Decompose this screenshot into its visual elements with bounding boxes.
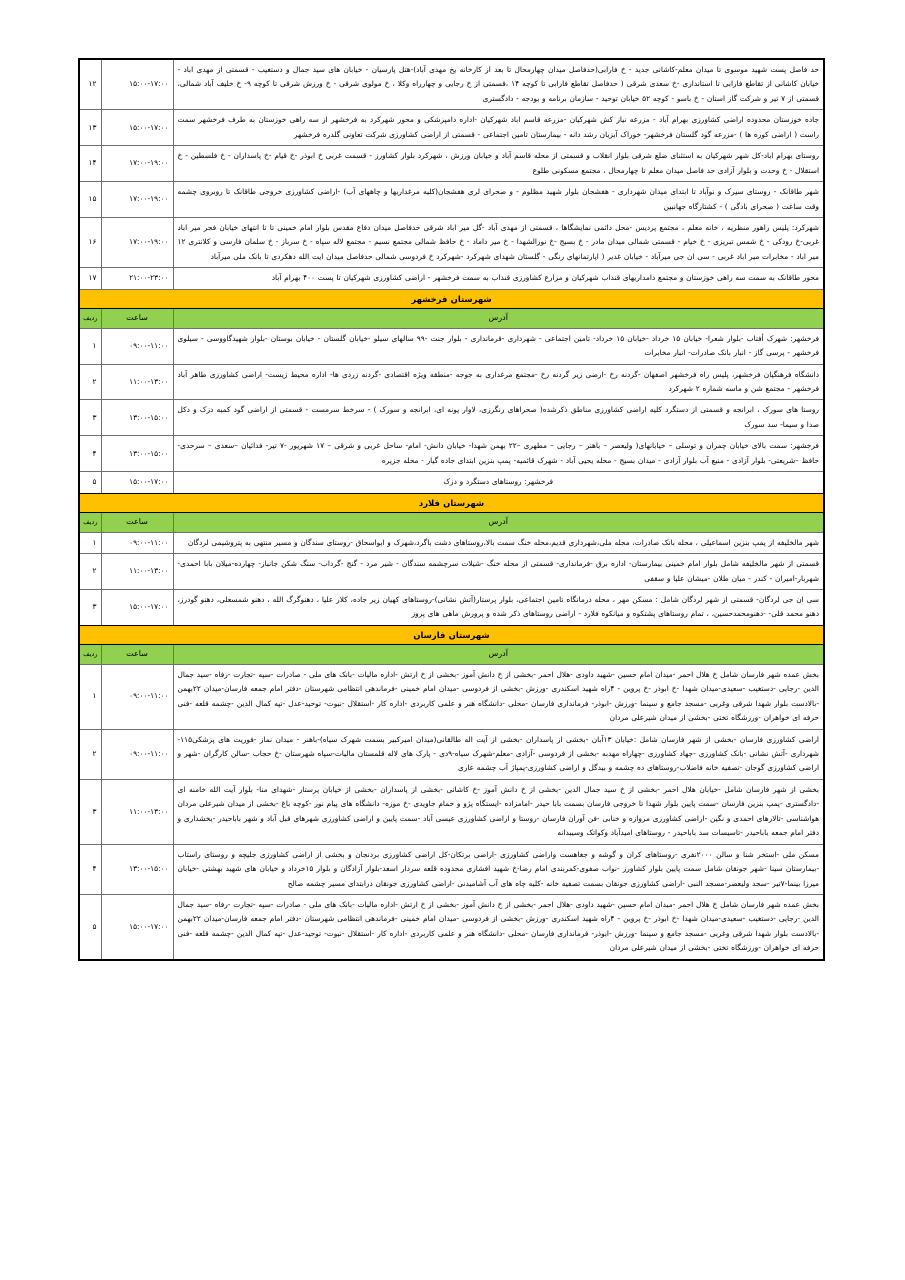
table-row bbox=[79, 436, 824, 472]
table-row bbox=[79, 364, 824, 400]
column-header-time: ساعت bbox=[101, 645, 173, 664]
cell-time: ۱۷:۰۰-۱۹:۰۰ bbox=[101, 146, 173, 182]
cell-time: ۱۳:۰۰-۱۵:۰۰ bbox=[101, 400, 173, 436]
table-row bbox=[79, 844, 824, 894]
cell-time: ۰۹:۰۰-۱۱:۰۰ bbox=[101, 729, 173, 779]
cell-time: ۱۳:۰۰-۱۵:۰۰ bbox=[101, 844, 173, 894]
cell-row-number: ۵ bbox=[79, 472, 101, 493]
outage-table-wrapper bbox=[80, 58, 825, 961]
table-row bbox=[79, 110, 824, 146]
cell-address: جاده خوزستان محدوده اراضی کشاورزی بهرام آباد - مزرعه نیاز کش شهرکیان -مزرعه قاسم اباد شهرکیان -اداره دامپزشکی و محور شهرکرد به فرخشهر از سه راهی خوزستان به طرف فرخشهر سمت راست ( اراضی کوره ها ) -مزرعه گود گلستان فرخشهر- خوراک آبزیان رشد دانه - بیمارستان تامین اجتماعی - قسمتی از اراضی کشاورزی شرکت تعاونی گلدره فرخشهر bbox=[173, 110, 824, 146]
cell-address: بخش عمده شهر فارسان شامل خ هلال احمر -میدان امام حسین -شهید داودی -هلال احمر -بخشی از خ دانش آموز -بخشی از خ ارتش -اداره مالیات -بانک های ملی - صادرات -سپه -تجارت -رفاه -سید جمال الدین -رجایی -دستغیب -سعیدی-میدان شهدا -خ ابوذر -خ پروین - ۴راه شهید اسکندری -ورزش -بخشی از فردوسی -میدان امام خمینی -فرماندهی انتظامی شهرستان -دفتر امام جمعه فارسان-میدان ۲۲بهمن -بالادست بلوار شهدا شرقی وغربی -مسجد جامع و سینما -ورزش -ابوذر- فرمانداری فارسان -محلی -دانشگاه هنر و علمی کاربردی -اداره کار -استقلال -نبوت- توحید-عدل -تپه کمال الدین -چشمه قلعه -فنی حرفه ای خواهران -ورزشگاه تختی -بخشی از میدان شیرعلی مردان bbox=[173, 894, 824, 959]
column-header-address: آدرس bbox=[173, 645, 824, 664]
column-header-time: ساعت bbox=[101, 309, 173, 328]
column-header-row bbox=[79, 513, 824, 532]
cell-time: ۱۱:۰۰-۱۳:۰۰ bbox=[101, 364, 173, 400]
cell-time: ۱۱:۰۰-۱۳:۰۰ bbox=[101, 554, 173, 590]
cell-time: ۱۵:۰۰-۱۷:۰۰ bbox=[101, 59, 173, 110]
cell-time: ۱۷:۰۰-۱۹:۰۰ bbox=[101, 217, 173, 267]
section-header-band bbox=[79, 625, 824, 645]
table-row bbox=[79, 328, 824, 364]
cell-address: شهر طاقانک - روستای سیرک و نوآباد تا ابتدای میدان شهرداری - هفشجان بلوار شهید مظلوم - و صحرای لری هفشجان(کلیه مرغداریها و چاههای آب) -اراضی کشاورزی خروجی طاقانک تا روبروی چشمه وقت ساعت ( صحرای بادگی ) - کشتارگاه جهانبین bbox=[173, 182, 824, 218]
cell-address: اراضی کشاورزی فارسان -بخشی از شهر فارسان شامل :خیابان ۱۳آبان -بخشی از پاسداران -بخشی از آیت اله طالقانی(میدان امیرکبیر بسمت شهرک سیاه)-باهنر - میدان نماز -فوریت های پزشکی۱۱۵-شهرداری -آتش نشانی -بانک کشاورزی -جهاد کشاورزی -چهاراه مهدبه -بخشی از فردوسی -آزادی -معلم-شهرک سیاه-۹دی - پارک های لاله قلمستان مالیات-سپاه شهرستان -خ حجاب -سالن کارگران -شهر و اراضی کشاورزی گوجان -تصفیه خانه فاضلاب-روستاهای ده چشمه و بیدگل و اراضی کشاورزی-پمپاژ آب چشمه عاری bbox=[173, 729, 824, 779]
column-header-row bbox=[79, 309, 824, 328]
table-row bbox=[79, 589, 824, 625]
table-row bbox=[79, 217, 824, 267]
cell-row-number: ۵ bbox=[79, 894, 101, 959]
table-row bbox=[79, 59, 824, 110]
cell-row-number: ۱ bbox=[79, 664, 101, 729]
cell-address: فرخشهر: روستاهای دستگرد و دزک bbox=[173, 472, 824, 493]
table-row bbox=[79, 146, 824, 182]
cell-address: قسمتی از شهر مالخلیفه شامل بلوار امام خمینی بیمارستان- اداره برق -فرمانداری- قسمتی از محله خنگ -شیلات سرچشمه سندگان - شیر مرد - گنج -گرداب- سنگ شکن جانباز- چهارده-میلان بابا احمدی-شهربار-امیران - کندر - میان طلان -میشان علیا و سقفی bbox=[173, 554, 824, 590]
column-header-address: آدرس bbox=[173, 513, 824, 532]
cell-row-number: ۱۲ bbox=[79, 59, 101, 110]
table-row bbox=[79, 554, 824, 590]
cell-time: ۲۱:۰۰-۲۳:۰۰ bbox=[101, 268, 173, 289]
table-row bbox=[79, 532, 824, 553]
cell-time: ۱۵:۰۰-۱۷:۰۰ bbox=[101, 589, 173, 625]
cell-time: ۰۹:۰۰-۱۱:۰۰ bbox=[101, 664, 173, 729]
cell-row-number: ۱۳ bbox=[79, 110, 101, 146]
power-outage-schedule-table bbox=[78, 58, 825, 961]
cell-time: ۱۱:۰۰-۱۳:۰۰ bbox=[101, 779, 173, 844]
cell-address: فرخشهر: سمت بالای خیابان چمران و توسلی – خیابانهای( ولیعصر – باهنر – رجایی – مطهری –۲۲ بهمن شهدا- خیابان دانش- امام- ساحل غربی و شرقی – ۱۷ شهریور -۷ تیر- فدائیان –سعدی – سرحدی- حافظ –شریعتی- بلوار آزادی - منبع آب بلوار آزادی - میدان بسیج - محله یحیی آباد - شهرک قائمیه- پمپ بنزین ابتدای جاده گیار - محله جزیره bbox=[173, 436, 824, 472]
section-title: شهرستان فلارد bbox=[79, 493, 824, 513]
cell-row-number: ۲ bbox=[79, 729, 101, 779]
column-header-row-number: ردیف bbox=[79, 513, 101, 532]
table-row bbox=[79, 894, 824, 959]
cell-address: فرخشهر: شهرک أفتاب -بلوار شعرا- خیابان ۱۵ خرداد -خیابان ۱۵ خرداد- تامین اجتماعی - شهرداری -قرمانداری - بلوار جنت -۹۹ سالهای سیلو -خیابان گلستان - خیابان بوستان -بلوار شهیدگاووسی - سیلوی فرخشهر - پرسی گاز - انبار بانک صادرات- انبار مخابرات bbox=[173, 328, 824, 364]
table-row bbox=[79, 729, 824, 779]
cell-row-number: ۲ bbox=[79, 554, 101, 590]
table-row bbox=[79, 182, 824, 218]
cell-time: ۱۳:۰۰-۱۵:۰۰ bbox=[101, 436, 173, 472]
table-row bbox=[79, 268, 824, 289]
section-title: شهرستان فرخشهر bbox=[79, 289, 824, 309]
column-header-row-number: ردیف bbox=[79, 645, 101, 664]
cell-row-number: ۱۴ bbox=[79, 146, 101, 182]
cell-row-number: ۱۵ bbox=[79, 182, 101, 218]
column-header-address: آدرس bbox=[173, 309, 824, 328]
cell-address: مسکن ملی -استخر شنا و سالن ۲۰۰۰نفری -روستاهای کران و گوشه و جغاهست واراضی کشاورزی -اراضی برتکان-کل اراضی کشاورزی بردنجان و بخشی از اراضی کشاورزی جلیچه و روستای راستاب -بیمارستان سینا -شهر جونقان شامل سمت پایین بلوار کشاورز -نواب صفوی-کمربندی امام رضا-خ شهید افشاری محدوده قلعه سردار اسعد-بلوار آزادگان و بلوار ۱۵خرداد و خیابان های شهید بهشتی -خیابان میرزا بینما-۷تیر -سجد ولیعصر-مسجد النبی -اراضی کشاورزی جونقان بسمت تصفیه خانه -کلیه چاه های آب آشامیدنی -اراضی کشاورزی جونقان درابتدای مسیر چشمه صالح bbox=[173, 844, 824, 894]
table-row bbox=[79, 472, 824, 493]
cell-address: بخش عمده شهر فارسان شامل خ هلال احمر -میدان امام حسین -شهید داودی -هلال احمر -بخشی از خ دانش آموز -بخشی از خ ارتش -اداره مالیات -بانک های ملی - صادرات -سپه -تجارت -رفاه -سید جمال الدین -رجایی -دستغیب -سعیدی-میدان شهدا -خ ابوذر -خ پروین - ۴راه شهید اسکندری -ورزش -بخشی از فردوسی -میدان امام خمینی -فرماندهی انتظامی شهرستان -دفتر امام جمعه فارسان-میدان ۲۲بهمن -بالادست بلوار شهدا شرقی وغربی -مسجد جامع و سینما -ورزش -ابوذر- فرمانداری فارسان -محلی -دانشگاه هنر و علمی کاربردی -اداره کار -استقلال -نبوت- توحید-عدل -تپه کمال الدین -چشمه قلعه -فنی حرفه ای خواهران -ورزشگاه تختی -بخشی از میدان شیرعلی مردان bbox=[173, 664, 824, 729]
cell-time: ۱۵:۰۰-۱۷:۰۰ bbox=[101, 894, 173, 959]
cell-address: روستا های سورک ، ابرانجه و قسمتی از دستگرد کلیه اراضی کشاورزی مناطق ذکرشده( صحراهای رنگرزی، لاوار پونه ای، ابرانجه و سورک ) - سرخط سرمست - قسمتی از اراضی گود کمبه دزک و دکل صدا و سیما- سد سورک bbox=[173, 400, 824, 436]
column-header-row-number: ردیف bbox=[79, 309, 101, 328]
cell-row-number: ۳ bbox=[79, 779, 101, 844]
cell-address: محور طاقانک به سمت سه راهی خوزستان و مجتمع دامداریهای قنداب شهرکیان و مزارع کشاورزی قنداب به سمت فرخشهر - اراضی کشاورزی شهرکیان تا پست ۴۰۰ بهرام آباد bbox=[173, 268, 824, 289]
section-header-band bbox=[79, 289, 824, 309]
cell-time: ۱۵:۰۰-۱۷:۰۰ bbox=[101, 472, 173, 493]
cell-time: ۰۹:۰۰-۱۱:۰۰ bbox=[101, 532, 173, 553]
cell-row-number: ۳ bbox=[79, 400, 101, 436]
cell-row-number: ۱ bbox=[79, 328, 101, 364]
cell-row-number: ۲ bbox=[79, 364, 101, 400]
cell-row-number: ۴ bbox=[79, 436, 101, 472]
cell-time: ۱۷:۰۰-۱۹:۰۰ bbox=[101, 182, 173, 218]
column-header-row bbox=[79, 645, 824, 664]
cell-row-number: ۱۷ bbox=[79, 268, 101, 289]
cell-time: ۱۵:۰۰-۱۷:۰۰ bbox=[101, 110, 173, 146]
section-title: شهرستان فارسان bbox=[79, 625, 824, 645]
cell-row-number: ۱ bbox=[79, 532, 101, 553]
cell-address: شهرکرد: پلیس راهور منظریه ، خانه معلم ، مجتمع پردیس -محل دائمی نمایشگاها ، قسمتی از مهدی آباد -گل میر اباد شرقی حدفاصل میدان دفاع مقدس بلوار امام خمینی تا تا انتهای خیابان فجر میر اباد غربی-خ رودکی - خ شمس تبریزی - خ خیام - قسمتی شمالی میدان مادر - خ بسیج -خ نورالشهدا - خ میر داماد - خ حافظ شمالی مجتمع نسیم - مجتمع لاله سپاه - خ سرباز - خ سلمان فارسی و کلانتری ۱۲ میر اباد - مخابرات میر اباد غربی - سی ان جی میرآباد - خیابان غدیر ( اپارتمانهای رنگی - گلستان شهدای شهرکرد -شهرکرد خ فردوسی شمالی حدفاصل میدان ایت الله دهکردی تا بانک ملی میرآباد bbox=[173, 217, 824, 267]
cell-address: بخشی از شهر فارسان شامل -خیابان هلال احمر -بخشی از خ سید جمال الدین -بخشی از خ دانش آموز -خ کاشانی -بخشی از پاسداران -بخشی از خیابان پرستار -شهدای منا- بلوار آیت الله خامنه ای -دادگستری -پمپ بنزین فارسان -سمت پایین بلوار شهدا تا خروجی فارسان بسمت بابا حیدر -امامزاده -ایستگاه پژو و حمام جاویدی -خ موزه- دانشگاه های پیام نور -کوچه باغ -بخشی از میدان شیرعلی مردان هواشناسی -تالارهای احمدی و نگین -اراضی کشاورزی مروازه و خنابی -فن آوران فارسان -روستا و اراضی کشاورزی عیسی آباد -سمت پایین و اراضی کشاورزی شهرهای قبل آباد و شهر باباحیدر -بخشداری و دفتر امام جمعه باباحیدر -تاسیسات سد باباحیدر - روستاهای امیدآباد وکواتک وسیبدانه bbox=[173, 779, 824, 844]
cell-address: حد فاصل پست شهید موسوی تا میدان معلم-کاشانی جدید - خ فارابی(حدفاصل میدان چهارمحال تا بعد از کارخانه یخ مهدی آباد)-هتل پارسیان - خیابان های سید جمال و دستغیب - قسمتی از مهدی اباد - خیابان کاشانی از تقاطع فارابی تا استانداری -خ سعدی شرقی ( حدفاصل تقاطع فارابی تا کوچه ۱۴ ،قسمتی از خ رجایی و چهارراه وکلا ، خ مولوی شرقی - خ ورزش شرقی تا کوچه ۹- خ خلیف آباد شمالی، قسمتی از ۷ تیر و شرکت گاز استان - خ باسو - کوچه ۵۲ خیابان توحید - سازمان برنامه و بودجه - دادگستری bbox=[173, 59, 824, 110]
cell-address: روستای بهرام اباد-کل شهر شهرکیان به استثنای ضلع شرقی بلوار انقلاب و قسمتی از محله قاسم آباد و خیابان ورزش ، شهرکرد بلوار کشاورز - قسمت غربی خ ابوذر -خ قیام -خ پاسداران - خ فلسطین - خ استقلال - خ وحدت و بلوار آزادی حد فاصل میدان معلم تا چهارمحال ، مجتمع مسکونی طلوع bbox=[173, 146, 824, 182]
cell-row-number: ۴ bbox=[79, 844, 101, 894]
cell-row-number: ۱۶ bbox=[79, 217, 101, 267]
column-header-time: ساعت bbox=[101, 513, 173, 532]
cell-address: دانشگاه فرهنگیان فرخشهر، پلیس راه فرخشهر اصفهان -گردنه رخ -ارضی زیر گردنه رخ -مجتمع مرغداری به جوجه -منطقه ویژه اقتصادی -گردنه زردی ها- اداره محیط زیست- اراضی کشاورزی طاهر آباد فرخشهر - مجتمع شن و ماسه شماره ۲ شهرکرد bbox=[173, 364, 824, 400]
table-row bbox=[79, 400, 824, 436]
table-row bbox=[79, 664, 824, 729]
cell-row-number: ۳ bbox=[79, 589, 101, 625]
table-row bbox=[79, 779, 824, 844]
cell-address: سی ان جی لردگان- قسمتی از شهر لردگان شامل : مسکن مهر ، محله درمانگاه تامین اجتماعی، بلوار پرستار(آتش نشانی)-روستاهای کهیان زیر جاده، کلار علیا ، دهنوگرگ الله ، دهنو شمسعلی، دهنو گودرز، دهنو محمد قلی- -دهنومحمدحسین، ، تمام روستاهای پشتکوه و میانکوه فلارد - اراضی روستاهای ذکر شده و پرورش ماهی های پروز bbox=[173, 589, 824, 625]
section-header-band bbox=[79, 493, 824, 513]
cell-address: شهر مالخلیفه از پمپ بنزین اسماعیلی ، محله بانک صادرات، محله ملی،شهرداری قدیم،محله خنگ سمت بالا،روستاهای دشت باگرد،شهرک و ابواسحاق -روستای سندگان و مسیر منتهی به پتروشیمی لردگان bbox=[173, 532, 824, 553]
cell-time: ۰۹:۰۰-۱۱:۰۰ bbox=[101, 328, 173, 364]
